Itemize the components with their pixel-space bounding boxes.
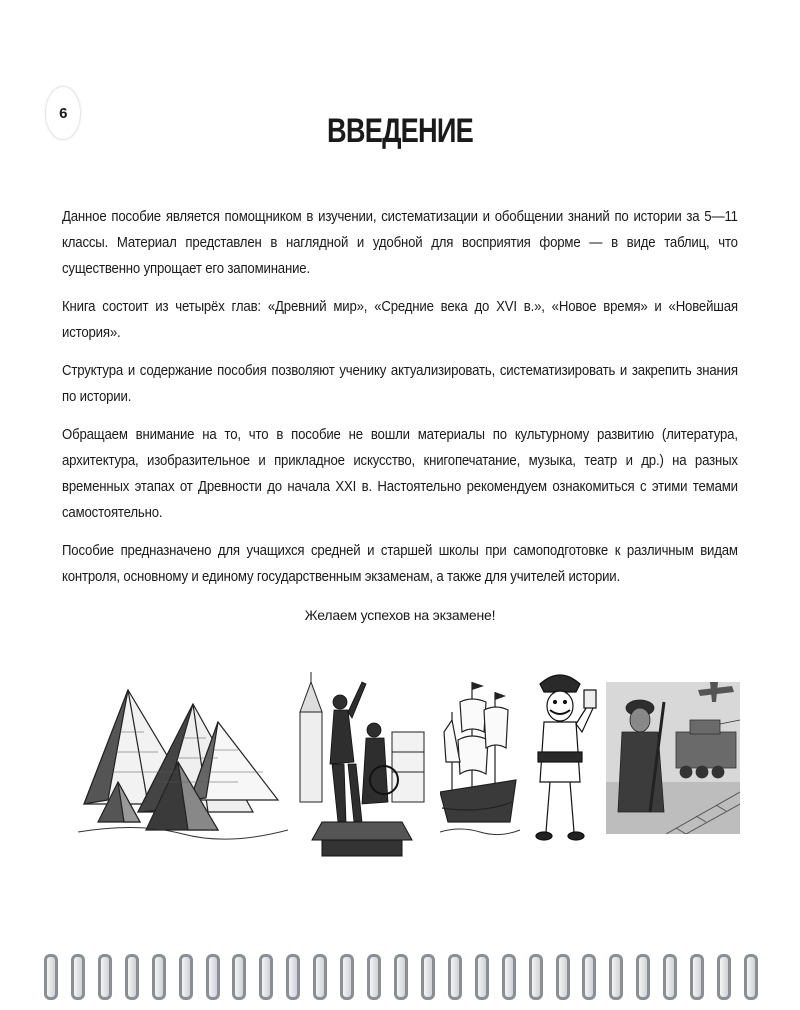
- binding-ring-loop: [340, 954, 354, 1000]
- binding-ring-loop: [717, 954, 731, 1000]
- binding-ring: [500, 950, 516, 1010]
- binding-ring-loop: [313, 954, 327, 1000]
- intro-text: [62, 204, 738, 640]
- paragraph: Структура и содержание пособия позволяют ученику актуализировать, систематизировать и закрепить знания по истории.: [62, 362, 738, 405]
- binding-ring-loop: [690, 954, 704, 1000]
- binding-ring: [715, 950, 731, 1010]
- binding-ring-loop: [179, 954, 193, 1000]
- binding-ring-loop: [636, 954, 650, 1000]
- binding-ring: [338, 950, 354, 1010]
- paragraph: Пособие предназначено для учащихся средней и старшей школы при самоподготовке к различным видам контроля, основному и единому государственным экзаменам, а также для учителей истории.: [62, 542, 738, 585]
- paragraph: Данное пособие является помощником в изучении, систематизации и обобщении знаний по истории за 5—11 классы. Материал представлен в наглядной и удобной для восприятия форме — в виде таблиц, что существенно упрощает его запоминание.: [62, 208, 738, 277]
- pyramids-illustration: [78, 682, 288, 842]
- binding-ring: [419, 950, 435, 1010]
- binding-ring-loop: [206, 954, 220, 1000]
- binding-ring: [742, 950, 758, 1010]
- binding-ring-loop: [448, 954, 462, 1000]
- binding-ring: [230, 950, 246, 1010]
- paragraph: Книга состоит из четырёх глав: «Древний мир», «Средние века до XVI в.», «Новое время» и «Новейшая история».: [62, 298, 738, 341]
- binding-ring: [392, 950, 408, 1010]
- binding-ring-loop: [125, 954, 139, 1000]
- binding-ring: [554, 950, 570, 1010]
- binding-ring: [69, 950, 85, 1010]
- binding-ring: [634, 950, 650, 1010]
- binding-ring: [96, 950, 112, 1010]
- binding-ring: [365, 950, 381, 1010]
- binding-ring-loop: [744, 954, 758, 1000]
- binding-ring: [150, 950, 166, 1010]
- closing-wish: Желаем успехов на экзамене!: [304, 607, 496, 623]
- binding-ring: [257, 950, 273, 1010]
- binding-ring-loop: [232, 954, 246, 1000]
- binding-ring-loop: [529, 954, 543, 1000]
- monument-illustration: [292, 672, 432, 862]
- binding-ring: [284, 950, 300, 1010]
- binding-ring: [527, 950, 543, 1010]
- binding-ring-loop: [259, 954, 273, 1000]
- binding-ring-loop: [609, 954, 623, 1000]
- binding-ring-loop: [502, 954, 516, 1000]
- binding-ring-loop: [98, 954, 112, 1000]
- binding-ring: [42, 950, 58, 1010]
- binding-ring-loop: [394, 954, 408, 1000]
- page-title: ВВЕДЕНИЕ: [327, 112, 473, 150]
- soldiers-war-illustration: [606, 662, 740, 834]
- page-number: 6: [45, 86, 81, 140]
- binding-ring: [204, 950, 220, 1010]
- binding-ring-loop: [286, 954, 300, 1000]
- spiral-binding: [42, 950, 758, 1000]
- binding-ring-loop: [582, 954, 596, 1000]
- binding-ring-loop: [367, 954, 381, 1000]
- binding-ring-loop: [44, 954, 58, 1000]
- binding-ring-loop: [475, 954, 489, 1000]
- paragraph: Обращаем внимание на то, что в пособие не вошли материалы по культурному развитию (литература, архитектура, изобразительное и прикладное искусство, книгопечатание, музыка, театр и др.) на разных временных этапах от Древности до начала XXI в. Настоятельно рекомендуем ознакомиться с этими темами самостоятельно.: [62, 426, 738, 521]
- binding-ring: [473, 950, 489, 1010]
- binding-ring-loop: [663, 954, 677, 1000]
- binding-ring-loop: [556, 954, 570, 1000]
- binding-ring-loop: [421, 954, 435, 1000]
- binding-ring: [446, 950, 462, 1010]
- binding-ring: [123, 950, 139, 1010]
- ship-and-explorer-illustration: [440, 662, 600, 852]
- binding-ring: [661, 950, 677, 1010]
- binding-ring: [177, 950, 193, 1010]
- binding-ring-loop: [71, 954, 85, 1000]
- binding-ring: [688, 950, 704, 1010]
- binding-ring: [580, 950, 596, 1010]
- binding-ring: [311, 950, 327, 1010]
- binding-ring: [607, 950, 623, 1010]
- binding-ring-loop: [152, 954, 166, 1000]
